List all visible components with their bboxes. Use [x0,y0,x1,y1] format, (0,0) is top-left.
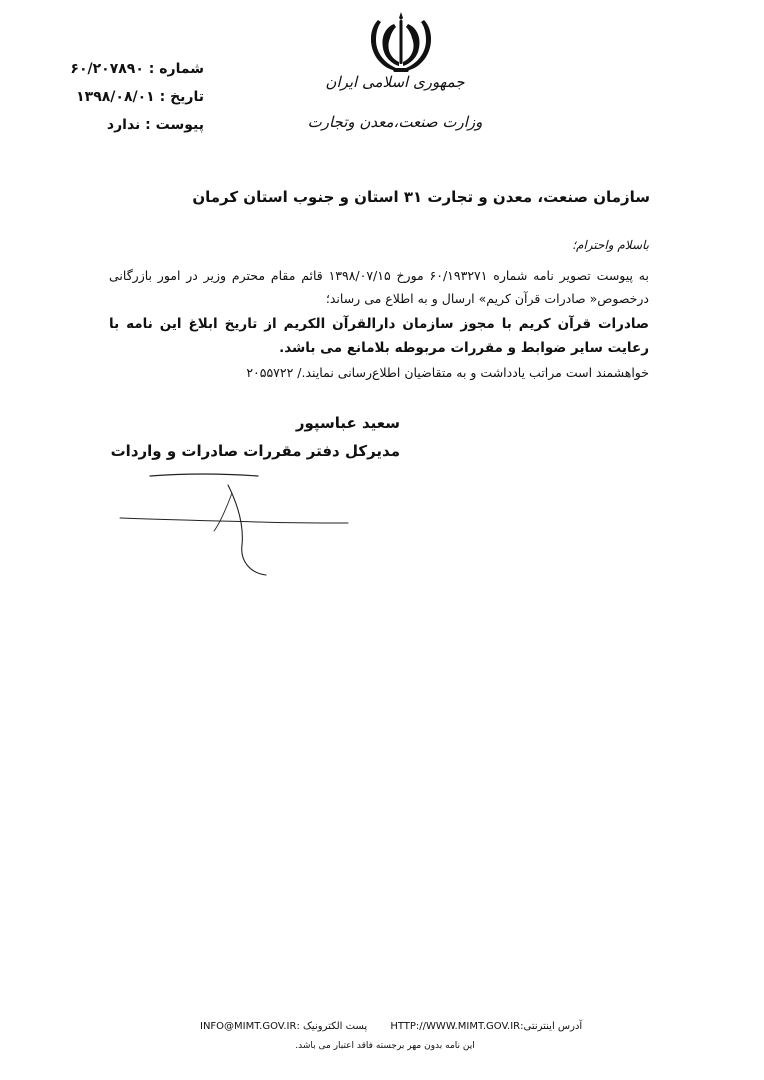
recipient: سازمان صنعت، معدن و تجارت ۳۱ استان و جنوب استان کرمان [192,188,650,206]
handwritten-signature [110,465,360,585]
letter-date: تاریخ : ۱۳۹۸/۰۸/۰۱ [76,89,204,105]
body-paragraph-1: به پیوست تصویر نامه شماره ۶۰/۱۹۳۲۷۱ مورخ ۱۳۹۸/۰۷/۱۵ قائم مقام محترم وزیر در امور بازرگانی درخصوص« صادرات قرآن کریم» ارسال و به اطلاع می رساند؛ [109,268,649,306]
letter-attachment: پیوست : ندارد [106,117,204,133]
salutation: باسلام واحترام؛ [572,238,649,252]
signer-name: سعید عباسپور [295,414,400,432]
letter-number: شماره : ۶۰/۲۰۷۸۹۰ [70,61,204,77]
footer-email: پست الکترونیک :INFO@MIMT.GOV.IR [200,1021,368,1032]
footer-validity-note: این نامه بدون مهر برجسته فاقد اعتبار می باشد. [295,1041,475,1051]
signer-title: مدیرکل دفتر مقررات صادرات و واردات [110,442,400,460]
country-title: جمهوری اسلامی ایران [325,73,465,91]
body-paragraph-2: صادرات قرآن کریم با مجوز سازمان دارالقرآن الکریم از تاریخ ابلاغ این نامه با رعایت سایر ضوابط و مقررات مربوطه بلامانع می باشد. [109,316,649,356]
footer-contacts [190,1021,583,1032]
footer-website: آدرس اینترنتی:HTTP://WWW.MIMT.GOV.IR [390,1021,583,1032]
body-paragraph-3: خواهشمند است مراتب یادداشت و به متقاضیان اطلاع‌رسانی نمایند./ ۲۰۵۵۷۲۲ [246,365,649,380]
iran-emblem-icon [366,10,436,74]
ministry-title: وزارت صنعت،معدن وتجارت [307,113,483,131]
